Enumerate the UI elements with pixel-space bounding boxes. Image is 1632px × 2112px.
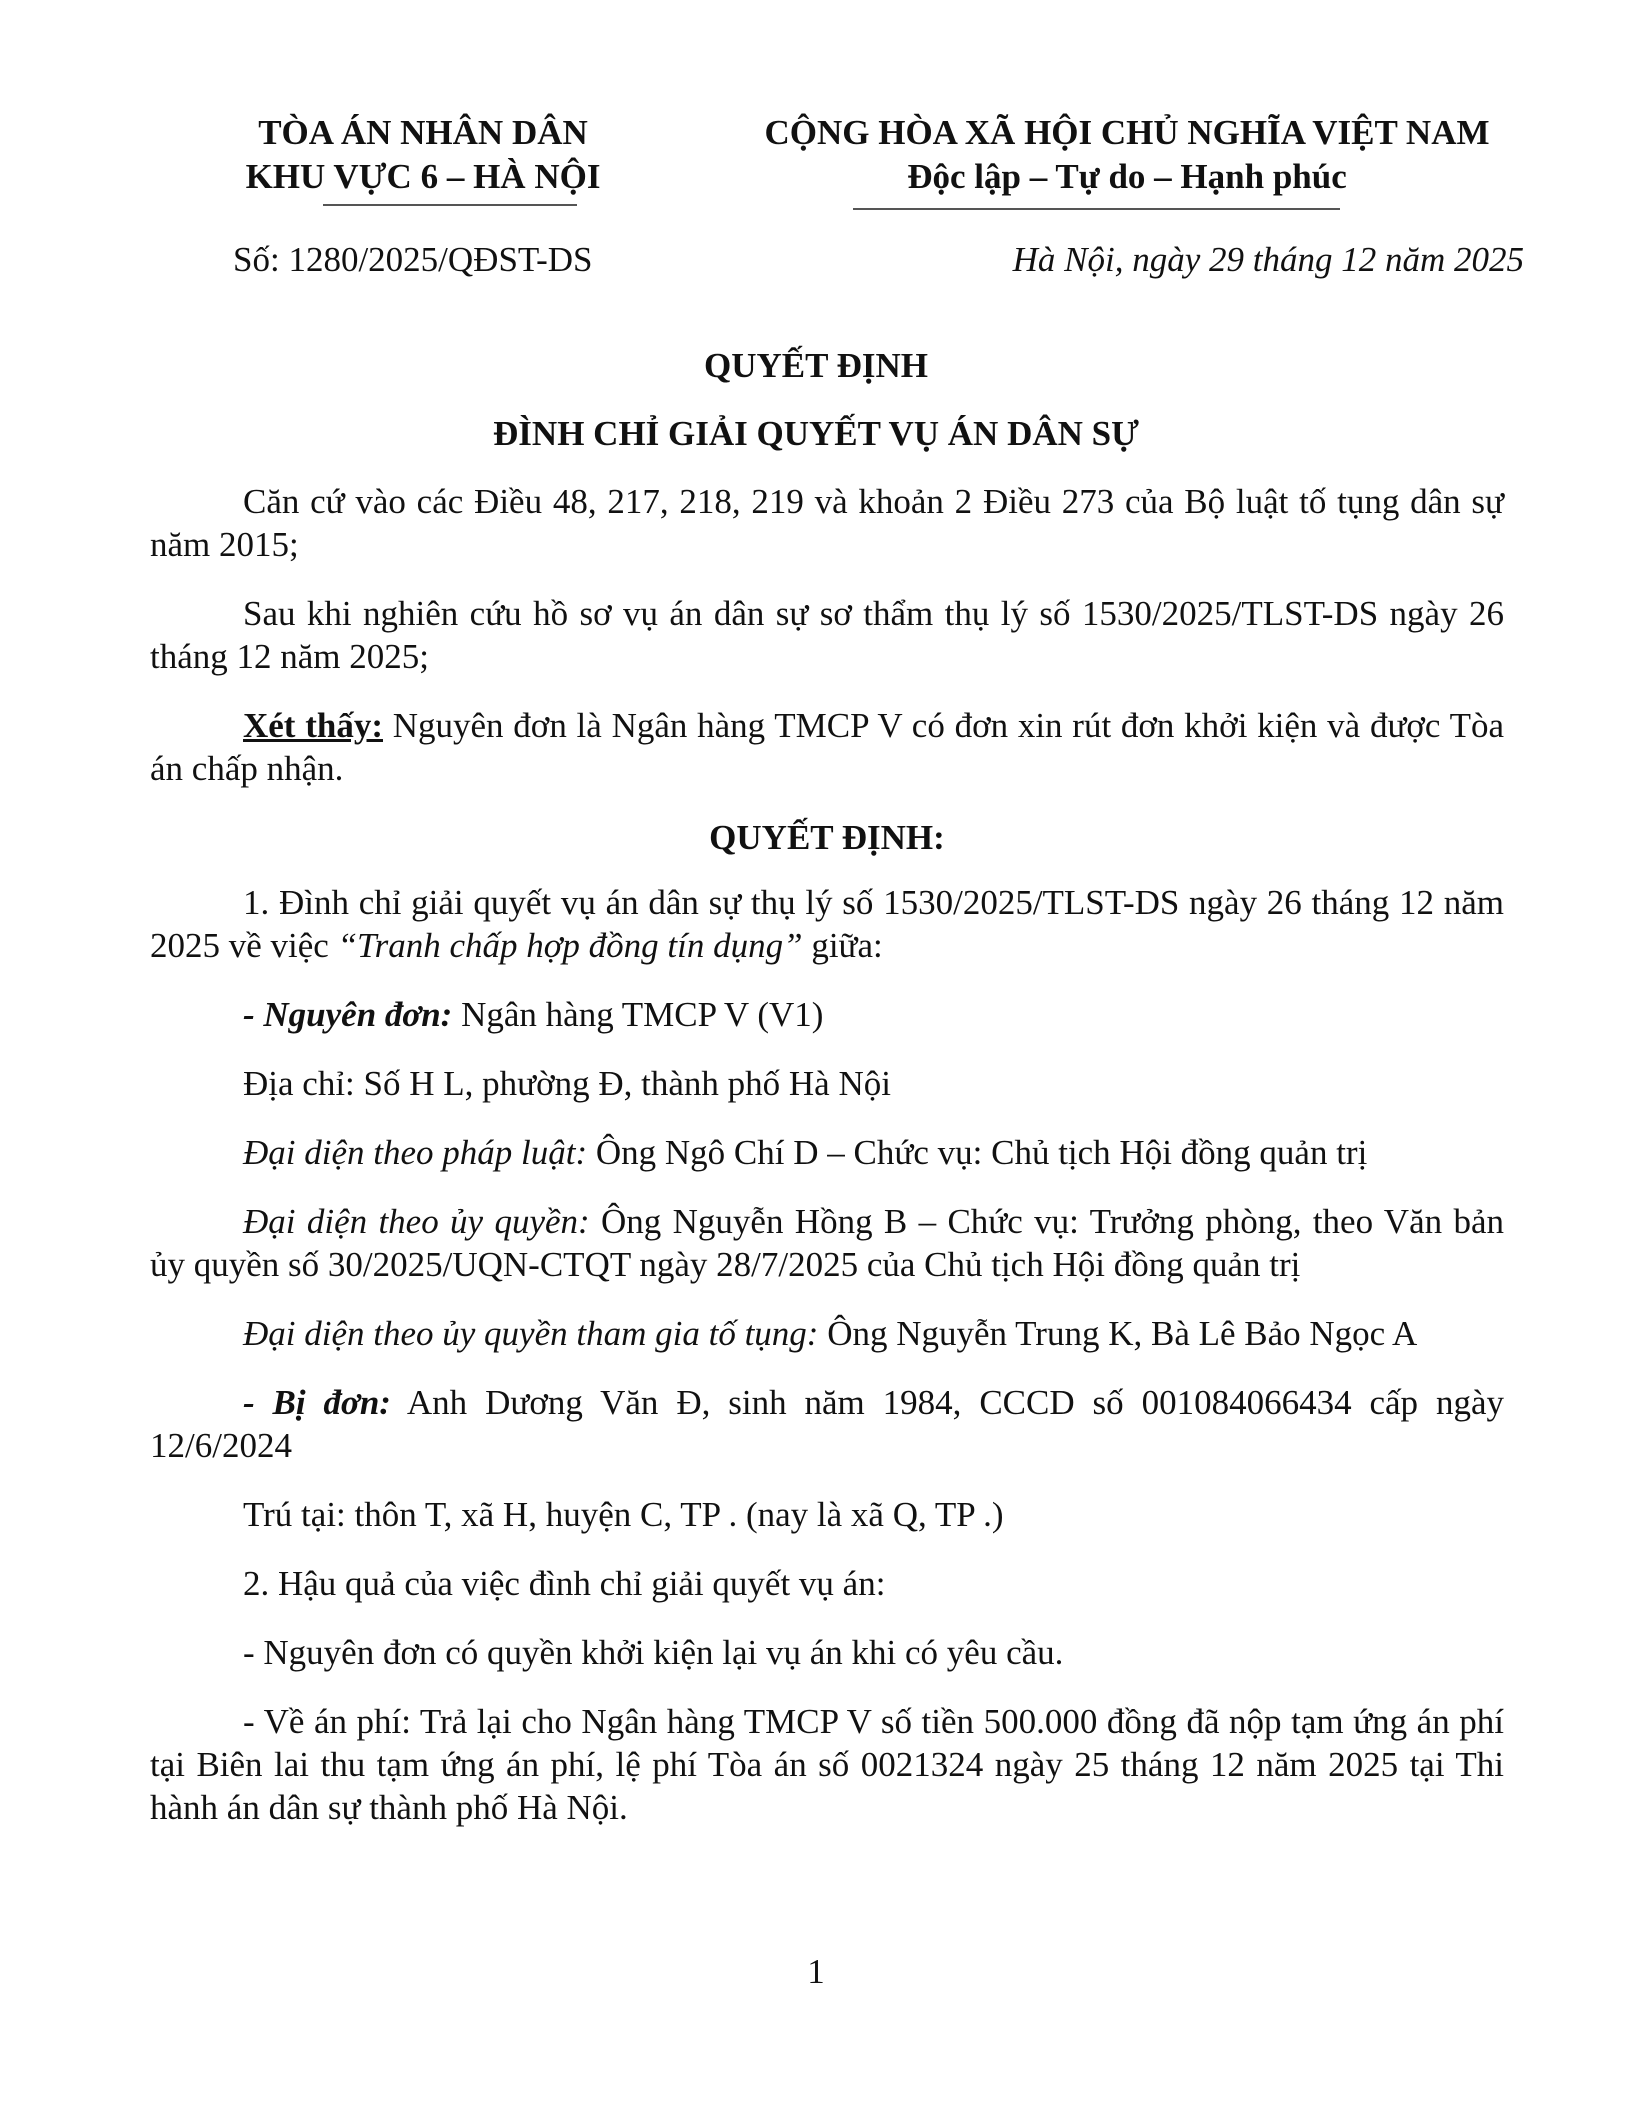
decision-item-1 [150, 881, 1504, 967]
auth-rep-value: Ông Nguyễn Hồng B – Chức vụ: Trưởng phòng, theo Văn bản ủy quyền số 30/2025/UQN-CTQT ngày 28/7/2025 của Chủ tịch Hội đồng quản trị [150, 1202, 1504, 1284]
defendant [150, 1381, 1504, 1467]
decision-item-2: 2. Hậu quả của việc đình chỉ giải quyết vụ án: [243, 1564, 886, 1603]
court-name-line2: KHU VỰC 6 – HÀ NỘI [245, 157, 601, 196]
decision-heading: QUYẾT ĐỊNH: [709, 818, 945, 857]
motto: Độc lập – Tự do – Hạnh phúc [907, 157, 1347, 196]
document-title: QUYẾT ĐỊNH [704, 346, 928, 385]
legal-rep-label: Đại diện theo pháp luật: [243, 1133, 588, 1172]
defendant-address: Trú tại: thôn T, xã H, huyện C, TP . (nay là xã Q, TP .) [243, 1495, 1004, 1534]
litigation-rep-label: Đại diện theo ủy quyền tham gia tố tụng: [243, 1314, 819, 1353]
plaintiff-address: Địa chỉ: Số H L, phường Đ, thành phố Hà Nội [243, 1064, 891, 1103]
plaintiff [150, 993, 1504, 1036]
considering-text: Nguyên đơn là Ngân hàng TMCP V có đơn xin rút đơn khởi kiện và được Tòa án chấp nhận. [150, 706, 1504, 788]
legal-basis: Căn cứ vào các Điều 48, 217, 218, 219 và khoản 2 Điều 273 của Bộ luật tố tụng dân sự năm 2015; [150, 482, 1504, 564]
court-name-underline [323, 204, 577, 206]
document-number: Số: 1280/2025/QĐST-DS [233, 240, 593, 279]
dispute-type: “Tranh chấp hợp đồng tín dụng” [337, 926, 803, 965]
plaintiff-label: - Nguyên đơn: [243, 995, 453, 1034]
court-name-line1: TÒA ÁN NHÂN DÂN [258, 113, 588, 152]
national-motto [727, 111, 1527, 199]
place-date: Hà Nội, ngày 29 tháng 12 năm 2025 [1012, 240, 1524, 279]
motto-underline [853, 208, 1340, 210]
case-review: Sau khi nghiên cứu hồ sơ vụ án dân sự sơ thẩm thụ lý số 1530/2025/TLST-DS ngày 26 tháng 12 năm 2025; [150, 594, 1504, 676]
plaintiff-name: Ngân hàng TMCP V (V1) [452, 995, 824, 1034]
item1-text: 1. Đình chỉ giải quyết vụ án dân sự thụ lý số 1530/2025/TLST-DS ngày 26 tháng 12 năm 2025 về việc [150, 883, 1504, 965]
defendant-label: - Bị đơn: [243, 1383, 391, 1422]
document-body [150, 480, 1504, 1855]
auth-rep-label: Đại diện theo ủy quyền: [243, 1202, 590, 1241]
litigation-rep-value: Ông Nguyễn Trung K, Bà Lê Bảo Ngọc A [818, 1314, 1418, 1353]
legal-representative [150, 1131, 1504, 1174]
country-name: CỘNG HÒA XÃ HỘI CHỦ NGHĨA VIỆT NAM [764, 113, 1490, 152]
defendant-value: Anh Dương Văn Đ, sinh năm 1984, CCCD số 001084066434 cấp ngày 12/6/2024 [150, 1383, 1504, 1465]
page-number: 1 [807, 1952, 825, 1991]
document-subtitle: ĐÌNH CHỈ GIẢI QUYẾT VỤ ÁN DÂN SỰ [493, 414, 1139, 453]
consequence-refile: - Nguyên đơn có quyền khởi kiện lại vụ án khi có yêu cầu. [243, 1633, 1064, 1672]
litigation-representative [150, 1312, 1504, 1355]
court-name [223, 111, 623, 199]
legal-rep-value: Ông Ngô Chí D – Chức vụ: Chủ tịch Hội đồng quản trị [587, 1133, 1368, 1172]
authorized-representative [150, 1200, 1504, 1286]
considering-label: Xét thấy: [243, 706, 383, 745]
considering [150, 704, 1504, 790]
item1-end: giữa: [802, 926, 883, 965]
consequence-court-fee: - Về án phí: Trả lại cho Ngân hàng TMCP V số tiền 500.000 đồng đã nộp tạm ứng án phí tại Biên lai thu tạm ứng án phí, lệ phí Tòa án số 0021324 ngày 25 tháng 12 năm 2025 tại Thi hành án dân sự thành phố Hà Nội. [150, 1702, 1504, 1827]
